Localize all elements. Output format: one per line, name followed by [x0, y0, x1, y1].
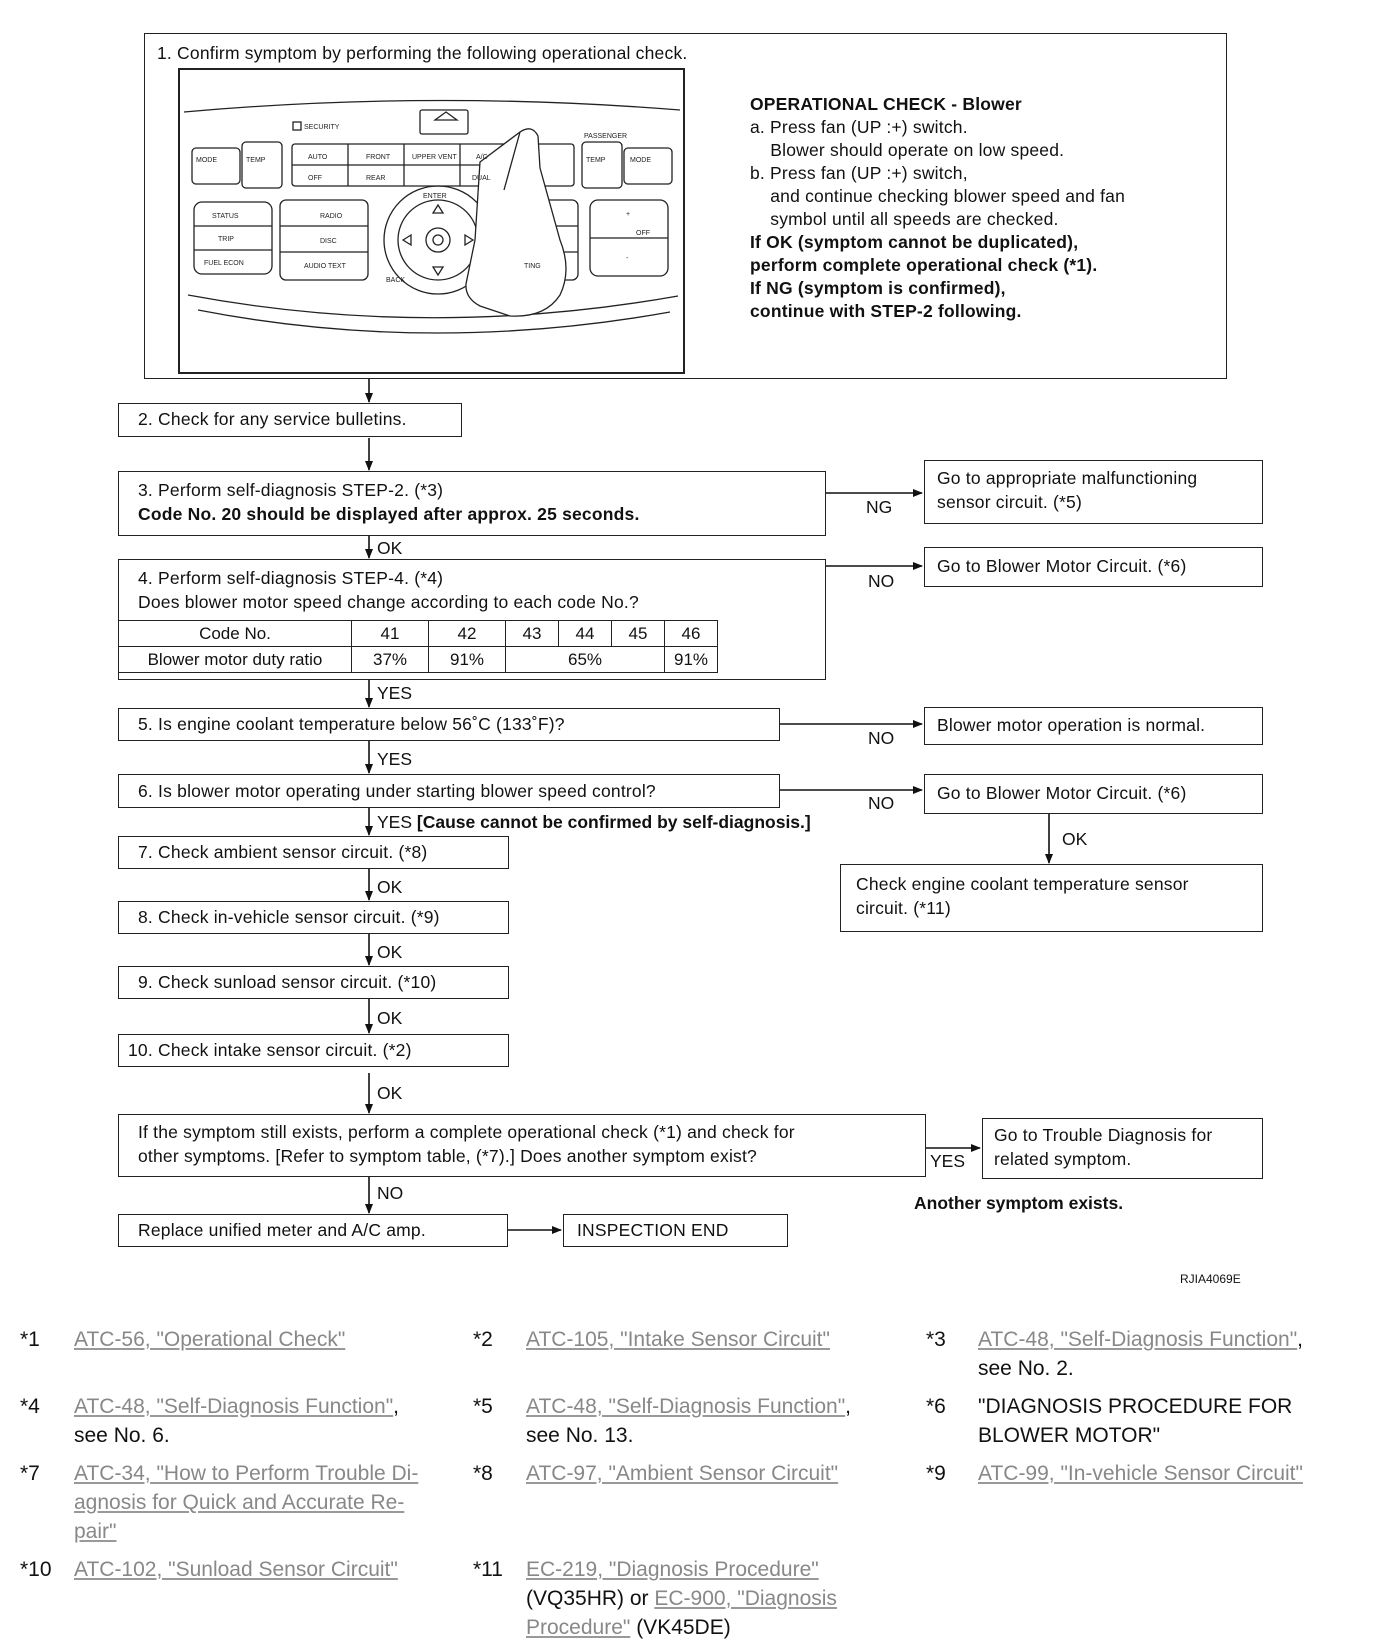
table-cell-code: 43 — [506, 621, 559, 647]
op-check-result-line: If OK (symptom cannot be duplicated), — [750, 232, 1079, 252]
footnote-link[interactable]: EC-219, "Diagnosis Procedure" — [526, 1558, 819, 1581]
footnote-plain: "DIAGNOSIS PROCEDURE FOR — [978, 1395, 1293, 1418]
footnote-2 — [526, 1325, 830, 1354]
panel-fan-off: OFF — [636, 230, 650, 237]
op-check-line: symbol until all speeds are checked. — [750, 209, 1059, 229]
trouble-diagnosis-line2: related symptom. — [994, 1149, 1132, 1169]
panel-trip: TRIP — [218, 236, 234, 243]
label-ok: OK — [377, 942, 403, 962]
footnote-link[interactable]: EC-900, "Diagnosis — [654, 1587, 837, 1610]
label-ok: OK — [377, 1083, 403, 1103]
label-ok: OK — [377, 877, 403, 897]
panel-ac: A/C — [476, 154, 488, 161]
malfunction-line1: Go to appropriate malfunctioning — [937, 468, 1198, 488]
panel-back: BACK — [386, 277, 406, 284]
blower-circuit-text-b: Go to Blower Motor Circuit. (*6) — [937, 783, 1187, 803]
table-cell-code: 42 — [429, 621, 506, 647]
table-cell-duty: 91% — [429, 647, 506, 673]
step4-line1: 4. Perform self-diagnosis STEP-4. (*4) — [138, 568, 444, 588]
footnote-middle: (VQ35HR) or — [526, 1587, 649, 1610]
step3-line2: Code No. 20 should be displayed after approx. 25 seconds. — [138, 504, 640, 524]
op-check-result-line: continue with STEP-2 following. — [750, 301, 1022, 321]
final-question-line1: If the symptom still exists, perform a complete operational check (*1) and check for — [138, 1122, 795, 1142]
footnote-mark: *9 — [926, 1462, 946, 1485]
step1-title: 1. Confirm symptom by performing the following operational check. — [157, 43, 688, 63]
label-ng: NG — [866, 497, 893, 517]
footnote-11 — [526, 1555, 837, 1642]
footnote-link[interactable]: ATC-99, "In-vehicle Sensor Circuit" — [978, 1462, 1303, 1485]
footnote-6 — [978, 1392, 1292, 1450]
control-panel-illustration — [178, 68, 685, 374]
panel-auto: AUTO — [308, 154, 328, 161]
op-check-line: b. Press fan (UP :+) switch, — [750, 163, 968, 183]
panel-mode-right: MODE — [630, 157, 651, 164]
label-yes: YES — [930, 1151, 966, 1171]
label-no: NO — [868, 793, 895, 813]
panel-security: SECURITY — [304, 124, 340, 131]
panel-temp-left: TEMP — [246, 157, 266, 164]
panel-audio-text: AUDIO TEXT — [304, 263, 346, 270]
footnote-tail: (VK45DE) — [636, 1616, 731, 1639]
footnote-tail: see No. 13. — [526, 1424, 634, 1447]
panel-radio: RADIO — [320, 213, 343, 220]
table-header-duty: Blower motor duty ratio — [119, 647, 352, 673]
panel-front: FRONT — [366, 154, 391, 161]
panel-passenger: PASSENGER — [584, 133, 628, 140]
footnote-9 — [978, 1459, 1303, 1488]
footnote-mark: *8 — [473, 1462, 493, 1485]
step3-line1: 3. Perform self-diagnosis STEP-2. (*3) — [138, 480, 444, 500]
footnote-comma: , — [845, 1395, 851, 1418]
footnote-mark: *5 — [473, 1395, 493, 1418]
footnote-comma: , — [1297, 1328, 1303, 1351]
footnote-7 — [74, 1459, 418, 1546]
footnote-mark: *2 — [473, 1328, 493, 1351]
footnote-mark: *6 — [926, 1395, 946, 1418]
table-row — [119, 621, 718, 647]
final-question-line2: other symptoms. [Refer to symptom table, (*7).] Does another symptom exist? — [138, 1146, 757, 1166]
footnote-mark: *1 — [20, 1328, 40, 1351]
label-yes-cause-yes: YES — [377, 812, 413, 832]
footnote-link[interactable]: ATC-48, "Self-Diagnosis Function" — [978, 1328, 1298, 1351]
op-check-line: Blower should operate on low speed. — [750, 140, 1065, 160]
footnote-comma: , — [393, 1395, 399, 1418]
footnote-link[interactable]: Procedure" — [526, 1616, 631, 1639]
climate-audio-panel-drawing — [180, 70, 683, 372]
step10-text: 10. Check intake sensor circuit. (*2) — [128, 1040, 412, 1060]
table-cell-duty: 91% — [665, 647, 718, 673]
ect-sensor-line1: Check engine coolant temperature sensor — [856, 874, 1189, 894]
op-check-line: and continue checking blower speed and fan — [750, 186, 1126, 206]
normal-text: Blower motor operation is normal. — [937, 715, 1206, 735]
step6-text: 6. Is blower motor operating under starting blower speed control? — [138, 781, 656, 801]
ect-sensor-line2: circuit. (*11) — [856, 898, 951, 918]
footnote-mark: *3 — [926, 1328, 946, 1351]
footnote-10 — [74, 1555, 398, 1584]
footnote-8 — [526, 1459, 838, 1488]
step7-text: 7. Check ambient sensor circuit. (*8) — [138, 842, 428, 862]
panel-status: STATUS — [212, 213, 239, 220]
footnote-4 — [74, 1392, 399, 1450]
label-no: NO — [868, 571, 895, 591]
panel-disc: DISC — [320, 238, 337, 245]
table-row — [119, 647, 718, 673]
panel-rear: REAR — [366, 175, 386, 182]
table-cell-code: 46 — [665, 621, 718, 647]
footnote-link[interactable]: ATC-56, "Operational Check" — [74, 1328, 346, 1351]
table-cell-duty: 37% — [352, 647, 429, 673]
table-cell-code: 41 — [352, 621, 429, 647]
op-check-heading: OPERATIONAL CHECK - Blower — [750, 94, 1022, 114]
panel-enter: ENTER — [423, 193, 447, 200]
table-cell-code: 44 — [559, 621, 612, 647]
panel-temp-right: TEMP — [586, 157, 606, 164]
panel-setting: TING — [524, 263, 541, 270]
footnote-5 — [526, 1392, 851, 1450]
footnote-link[interactable]: ATC-97, "Ambient Sensor Circuit" — [526, 1462, 839, 1485]
label-yes-cause — [377, 812, 811, 832]
code-duty-table — [118, 620, 718, 673]
footnote-link[interactable]: pair" — [74, 1520, 117, 1543]
step4-line2: Does blower motor speed change according to each code No.? — [138, 592, 639, 612]
step2-text: 2. Check for any service bulletins. — [138, 409, 407, 429]
panel-fan-plus: + — [626, 211, 631, 218]
blower-circuit-text-a: Go to Blower Motor Circuit. (*6) — [937, 556, 1187, 576]
footnote-mark: *7 — [20, 1462, 40, 1485]
label-ok: OK — [1062, 829, 1088, 849]
footnote-mark: *4 — [20, 1395, 40, 1418]
footnote-1 — [74, 1325, 345, 1354]
footnote-link[interactable]: ATC-105, "Intake Sensor Circuit" — [526, 1328, 830, 1351]
panel-upper-vent: UPPER VENT — [412, 154, 457, 161]
footnote-link[interactable]: ATC-102, "Sunload Sensor Circuit" — [74, 1558, 398, 1581]
label-ok: OK — [377, 538, 403, 558]
label-no: NO — [868, 728, 895, 748]
trouble-diagnosis-line1: Go to Trouble Diagnosis for — [994, 1125, 1213, 1145]
label-yes: YES — [377, 749, 413, 769]
footnote-3 — [978, 1325, 1303, 1383]
panel-fan-minus: - — [626, 255, 629, 262]
footnote-link[interactable]: ATC-48, "Self-Diagnosis Function" — [526, 1395, 846, 1418]
footnote-link[interactable]: ATC-34, "How to Perform Trouble Di- — [74, 1462, 419, 1485]
table-cell-code: 45 — [612, 621, 665, 647]
step5-text: 5. Is engine coolant temperature below 56˚C (133˚F)? — [138, 714, 565, 734]
footnote-tail: see No. 6. — [74, 1424, 170, 1447]
label-ok: OK — [377, 1008, 403, 1028]
footnote-mark: *11 — [473, 1558, 503, 1581]
table-cell-duty: 65% — [506, 647, 665, 673]
panel-fuel-econ: FUEL ECON — [204, 260, 244, 267]
label-yes: YES — [377, 683, 413, 703]
op-check-line: a. Press fan (UP :+) switch. — [750, 117, 968, 137]
footnote-link[interactable]: agnosis for Quick and Accurate Re- — [74, 1491, 405, 1514]
panel-mode-left: MODE — [196, 157, 217, 164]
footnote-link[interactable]: ATC-48, "Self-Diagnosis Function" — [74, 1395, 394, 1418]
inspection-end-text: INSPECTION END — [577, 1220, 729, 1240]
figure-reference: RJIA4069E — [1180, 1272, 1241, 1286]
malfunction-line2: sensor circuit. (*5) — [937, 492, 1083, 512]
panel-dual: DUAL — [472, 175, 491, 182]
footnote-mark: *10 — [20, 1558, 52, 1581]
step8-text: 8. Check in-vehicle sensor circuit. (*9) — [138, 907, 440, 927]
table-header-code: Code No. — [119, 621, 352, 647]
panel-off: OFF — [308, 175, 322, 182]
footnote-plain: BLOWER MOTOR" — [978, 1424, 1161, 1447]
operational-check-text — [750, 93, 1125, 323]
step9-text: 9. Check sunload sensor circuit. (*10) — [138, 972, 437, 992]
another-symptom-label: Another symptom exists. — [914, 1193, 1124, 1213]
footnote-tail: see No. 2. — [978, 1357, 1074, 1380]
label-yes-cause-text: [Cause cannot be confirmed by self-diagnosis.] — [416, 812, 811, 832]
op-check-result-line: If NG (symptom is confirmed), — [750, 278, 1006, 298]
label-no: NO — [377, 1183, 404, 1203]
op-check-result-line: perform complete operational check (*1). — [750, 255, 1098, 275]
replace-text: Replace unified meter and A/C amp. — [138, 1220, 426, 1240]
